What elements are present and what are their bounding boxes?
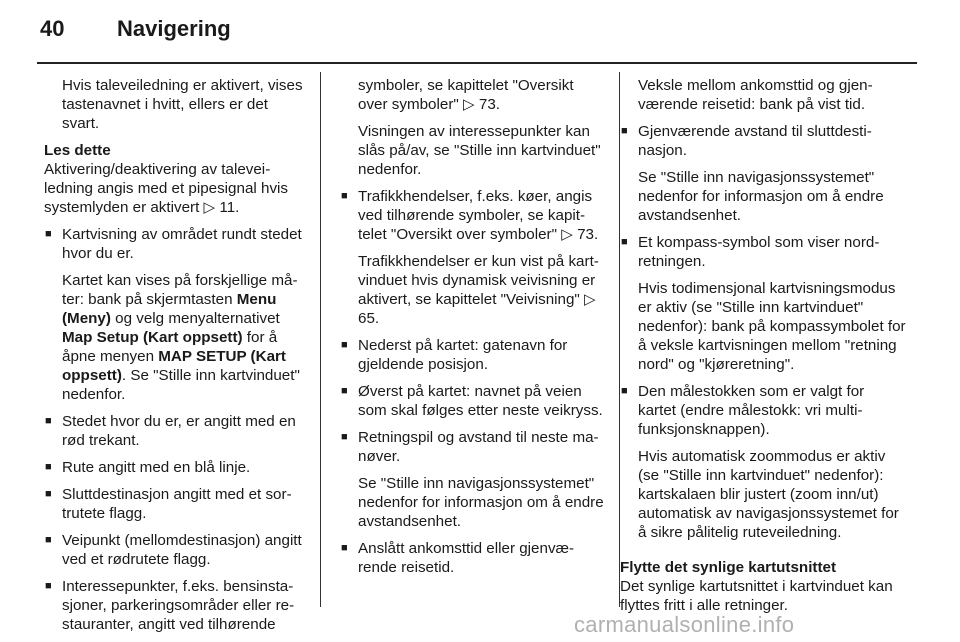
bullet-item: ■ Interessepunkter, f.eks. bensinstasjoner, parkeringsområder eller restauranter, angitt ved tilhørende <box>44 577 306 634</box>
paragraph: Veksle mellom ankomsttid og gjenværende reisetid: bank på vist tid. <box>638 77 873 113</box>
bullet-item: ■ Veipunkt (mellomdestinasjon) angitt ved et rødrutete flagg. <box>44 531 306 569</box>
bullet-item: ■ Trafikkhendelser, f.eks. køer, angis ved tilhørende symboler, se kapittelet "Oversikt over symboler" ▷ 73. <box>340 187 606 244</box>
bullet-subtext: Kartet kan vises på forskjellige måter: bank på skjermtasten Menu (Meny) og velg menyalternativet Map Setup (Kart oppsett) for å åpne menyen MAP SETUP (Kart oppsett). Se "Stille inn kartvinduet" nedenfor. <box>62 272 300 403</box>
bullet-subtext: Trafikkhendelser er kun vist på kartvinduet hvis dynamisk veivisning er aktivert, se kapittelet "Veivisning" ▷ 65. <box>358 253 599 327</box>
bullet-item: ■ Nederst på kartet: gatenavn for gjeldende posisjon. <box>340 336 606 374</box>
section-heading: Flytte det synlige kartutsnittet <box>620 559 837 576</box>
bullet-item: ■ Kartvisning av området rundt stedet hvor du er. <box>44 225 306 263</box>
bullet-item: ■ Stedet hvor du er, er angitt med en rød trekant. <box>44 412 306 450</box>
menu-key-label: Menu (Meny) <box>62 291 277 327</box>
menu-option-label: Map Setup (Kart oppsett) <box>62 329 243 346</box>
bullet-subtext: Hvis automatisk zoommodus er aktiv (se "Stille inn kartvinduet" nedenfor): kartskalaen blir justert (zoom inn/ut) automatisk av navigasjonssystemet for å sikre pålitelig ruteveiledning. <box>638 448 899 541</box>
bullet-item: ■ Et kompass-symbol som viser nord-retningen. <box>620 233 906 271</box>
watermark: carmanualsonline.info <box>574 612 795 637</box>
bullet-subtext: Se "Stille inn navigasjonssystemet" nedenfor for informasjon om å endre avstandsenhet. <box>358 475 604 530</box>
page-number: 40 <box>40 16 65 41</box>
header-rule <box>37 62 917 64</box>
section-text: Det synlige kartutsnittet i kartvinduet kan flyttes fritt i alle retninger. <box>620 578 893 614</box>
menu-name-label: MAP SETUP (Kart oppsett) <box>62 348 286 384</box>
bullet-subtext: Se "Stille inn navigasjonssystemet" nedenfor for informasjon om å endre avstandsenhet. <box>638 169 884 224</box>
bullet-item: ■ Retningspil og avstand til neste manøver. <box>340 428 606 466</box>
bullet-item: ■ Den målestokken som er valgt for kartet (endre målestokk: vri multifunksjonsknappen). <box>620 382 906 439</box>
bullet-item: ■ Sluttdestinasjon angitt med et sortrutete flagg. <box>44 485 306 523</box>
column-divider <box>320 72 321 607</box>
column-1 <box>44 76 306 642</box>
column-2 <box>340 76 606 585</box>
bullet-item: ■ Gjenværende avstand til sluttdestinasjon. <box>620 122 906 160</box>
note-heading: Les dette <box>44 142 111 159</box>
bullet-subtext: Hvis todimensjonal kartvisningsmodus er aktiv (se "Stille inn kartvinduet" nedenfor): bank på kompassymbolet for å veksle kartvisningen mellom "retning nord" og "kjøreretning". <box>638 280 906 373</box>
bullet-item: ■ Øverst på kartet: navnet på veien som skal følges etter neste veikryss. <box>340 382 606 420</box>
paragraph: symboler, se kapittelet "Oversikt over symboler" ▷ 73. <box>358 77 574 113</box>
page-header <box>0 0 960 62</box>
note-text: Aktivering/deaktivering av taleveiledning angis med et pipesignal hvis systemlyden er aktivert ▷ 11. <box>44 161 289 216</box>
column-3 <box>620 76 906 615</box>
paragraph: Hvis taleveiledning er aktivert, vises tastenavnet i hvitt, ellers er det svart. <box>62 77 303 132</box>
bullet-item: ■ Rute angitt med en blå linje. <box>44 458 306 477</box>
note-box <box>44 141 306 217</box>
bullet-item: ■ Anslått ankomsttid eller gjenværende reisetid. <box>340 539 606 577</box>
page-title: Navigering <box>117 16 231 41</box>
paragraph: Visningen av interessepunkter kan slås på/av, se "Stille inn kartvinduet" nedenfor. <box>358 123 601 178</box>
